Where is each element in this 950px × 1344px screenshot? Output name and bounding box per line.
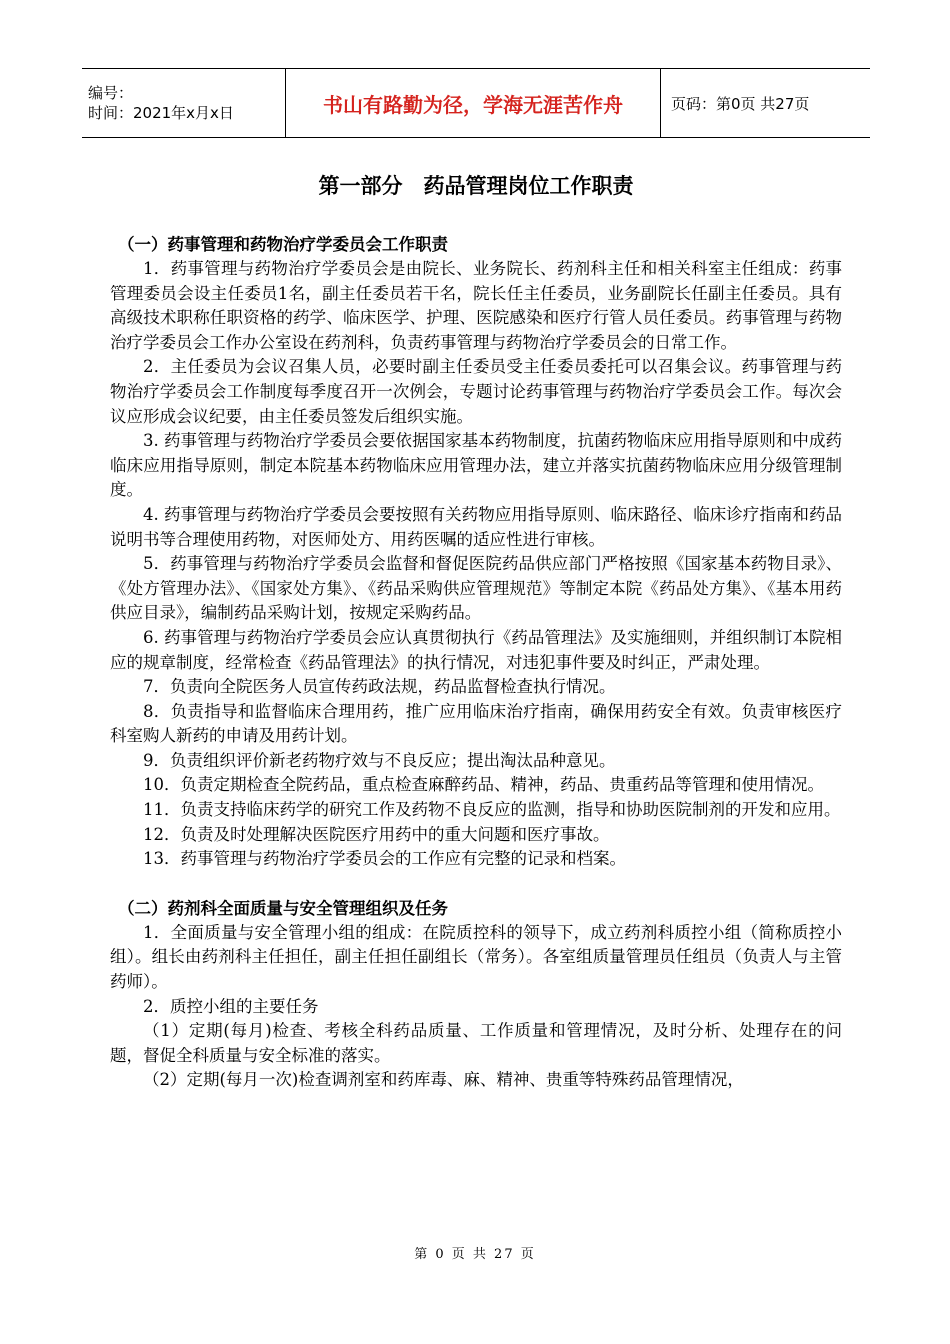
document-title: 第一部分 药品管理岗位工作职责 [318, 174, 634, 198]
header-motto: 书山有路勤为径，学海无涯苦作舟 [323, 92, 623, 117]
paragraph: 4. 药事管理与药物治疗学委员会要按照有关药物应用指导原则、临床路径、临床诊疗指南和药品说明书等合理使用药物，对医师处方、用药医嘱的适应性进行审核。 [110, 504, 842, 549]
paragraph: 3. 药事管理与药物治疗学委员会要依据国家基本药物制度，抗菌药物临床应用指导原则和中成药临床应用指导原则，制定本院基本药物临床应用管理办法，建立并落实抗菌药物临床应用分级管理制度。 [110, 431, 842, 500]
paragraph: 13．药事管理与药物治疗学委员会的工作应有完整的记录和档案。 [143, 849, 626, 869]
paragraph: （1）定期(每月)检查、考核全科药品质量、工作质量和管理情况，及时分析、处理存在的问题，督促全科质量与安全标准的落实。 [110, 1021, 842, 1065]
paragraph: 2．质控小组的主要任务 [143, 996, 319, 1016]
paragraph: 9．负责组织评价新老药物疗效与不良反应；提出淘汰品种意见。 [143, 750, 616, 770]
paragraph: 7．负责向全院医务人员宣传药政法规，药品监督检查执行情况。 [143, 677, 616, 697]
header-meta [82, 69, 285, 137]
paragraph: 5．药事管理与药物治疗学委员会监督和督促医院药品供应部门严格按照《国家基本药物目录》、《处方管理办法》、《国家处方集》、《药品采购供应管理规范》等制定本院《药品处方集》、《基本用药供应目录》，编制药品采购计划，按规定采购药品。 [110, 554, 842, 623]
document-number-label: 编号： [88, 84, 134, 102]
page-header [82, 68, 870, 138]
paragraph: 11．负责支持临床药学的研究工作及药物不良反应的监测，指导和协助医院制剂的开发和应用。 [143, 800, 841, 820]
header-page-info: 页码：第0页 共27页 [671, 94, 810, 113]
document-time-label: 时间：2021年x月x日 [88, 104, 234, 122]
page-footer: 第 0 页 共 27 页 [414, 1247, 536, 1262]
paragraph: 1．全面质量与安全管理小组的组成：在院质控科的领导下，成立药剂科质控小组（简称质控小组）。组长由药剂科主任担任，副主任担任副组长（常务）。各室组质量管理员任组员（负责人与主管药师）。 [110, 922, 842, 992]
paragraph: 10．负责定期检查全院药品，重点检查麻醉药品、精神，药品、贵重药品等管理和使用情况。 [143, 775, 824, 795]
section-heading: （二）药剂科全面质量与安全管理组织及任务 [118, 898, 448, 918]
section-spacer [110, 872, 842, 896]
paragraph: 1．药事管理与药物治疗学委员会是由院长、业务院长、药剂科主任和相关科室主任组成：药事管理委员会设主任委员1名，副主任委员若干名，院长任主任委员，业务副院长任副主任委员。具有高级技术职称任职资格的药学、临床医学、护理、医院感染和医疗行管人员任委员。药事管理与药物治疗学委员会工作办公室设在药剂科，负责药事管理与药物治疗学委员会的日常工作。 [110, 259, 842, 352]
paragraph: （2）定期(每月一次)检查调剂室和药库毒、麻、精神、贵重等特殊药品管理情况， [143, 1070, 744, 1090]
paragraph: 6. 药事管理与药物治疗学委员会应认真贯彻执行《药品管理法》及实施细则，并组织制订本院相应的规章制度，经常检查《药品管理法》的执行情况，对违犯事件要及时纠正，严肃处理。 [110, 627, 842, 672]
paragraph: 12．负责及时处理解决医院医疗用药中的重大问题和医疗事故。 [143, 824, 610, 844]
paragraph: 2．主任委员为会议召集人员，必要时副主任委员受主任委员委托可以召集会议。药事管理与药物治疗学委员会工作制度每季度召开一次例会，专题讨论药事管理与药物治疗学委员会工作。每次会议应形成会议纪要，由主任委员签发后组织实施。 [110, 357, 842, 426]
paragraph: 8．负责指导和监督临床合理用药，推广应用临床治疗指南，确保用药安全有效。负责审核医疗科室购人新药的申请及用药计划。 [110, 701, 842, 746]
section-heading: （一）药事管理和药物治疗学委员会工作职责 [118, 235, 448, 254]
document-body [110, 232, 842, 1093]
header-motto-cell [285, 69, 661, 137]
